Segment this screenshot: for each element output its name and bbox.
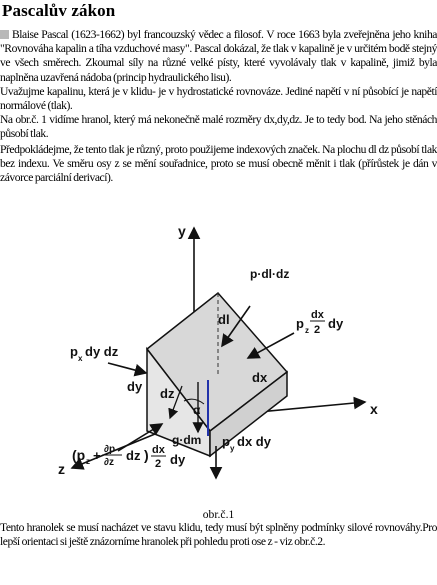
prism-diagram — [0, 206, 437, 510]
second-paragraph: Předpokládejme, že tento tlak je různý, proto použijeme indexových značek. Na plochu dl dz působí tlak bez indexu. Ve směru osy z se mění souřadnice, proto se musí obecně měnit i tlak (přírůstek je dán v závorce parciální derivací). — [0, 143, 437, 185]
label-px: p — [70, 344, 78, 359]
label-py: p — [222, 434, 230, 449]
y-axis-label: y — [178, 223, 186, 239]
label-g-dm: g·dm — [172, 433, 202, 447]
expr-open: (p — [72, 447, 86, 463]
label-pz-two: 2 — [314, 324, 321, 336]
x-axis-label: x — [370, 401, 378, 417]
label-px-sub: x — [78, 354, 83, 363]
expr-dx: dx — [152, 444, 165, 456]
label-py-sub: y — [230, 444, 235, 453]
intro-line-3: Na obr.č. 1 vidíme hranol, který má nekonečně malé rozměry dx,dy,dz. Je to tedy bod. Na jeho stěnách působí tlak. — [0, 113, 437, 141]
label-alpha: α — [193, 403, 201, 417]
label-dl: dl — [218, 312, 230, 327]
label-pz-dx: dx — [311, 309, 324, 321]
label-py-rest: dx dy — [237, 434, 271, 449]
page-title: Pascalův zákon — [2, 1, 116, 20]
label-pz: p — [296, 316, 304, 331]
prism-figure — [0, 206, 437, 510]
label-dy-side: dy — [127, 379, 143, 394]
label-px-rest: dy dz — [85, 344, 119, 359]
expr-dz2: dz — [126, 448, 141, 463]
figure-caption: obr.č.1 — [202, 508, 235, 521]
expr-dpz: ∂p — [104, 444, 116, 455]
z-axis-label: z — [58, 461, 65, 477]
label-dx: dx — [252, 370, 268, 385]
expr-dy: dy — [170, 452, 186, 467]
expr-close: ) — [144, 447, 149, 463]
expr-plus: + — [93, 448, 101, 463]
label-pz-dy: dy — [328, 316, 344, 331]
expr-pz-sub: z — [86, 457, 90, 466]
label-pz-sub: z — [305, 326, 309, 335]
label-dz: dz — [160, 386, 175, 401]
third-paragraph: Tento hranolek se musí nacházet ve stavu klidu, tedy musí být splněny podmínky silové rovnováhy.Pro lepší orientaci si ještě znázorníme hranolek při pohledu proti ose z - viz obr.č.2. — [0, 521, 437, 549]
label-p-dl-dz: p·dl·dz — [250, 267, 290, 281]
expr-dz: ∂z — [104, 457, 114, 468]
intro-paragraph — [0, 28, 437, 142]
intro-line-1: Blaise Pascal (1623-1662) byl francouzský vědec a filosof. V roce 1663 byla zveřejněna jeho kniha "Rovnováha kapalin a tíha vzduchové masy". Pascal dokázal, že tlak v kapalině je v určitém bodě stejný ve všech směrech. Zkoumal síly na různé velké písty, které vyvolávaly tlak v kapalině, jimiž byla naplněna uzavřená nádoba (princip hydraulického lisu). — [0, 28, 437, 84]
bullet-icon — [0, 30, 9, 39]
expr-two: 2 — [155, 458, 162, 470]
intro-line-2: Uvažujme kapalinu, která je v klidu- je v hydrostatické rovnováze. Jediné napětí v ní působící je napětí normálové (tlak). — [0, 84, 437, 113]
